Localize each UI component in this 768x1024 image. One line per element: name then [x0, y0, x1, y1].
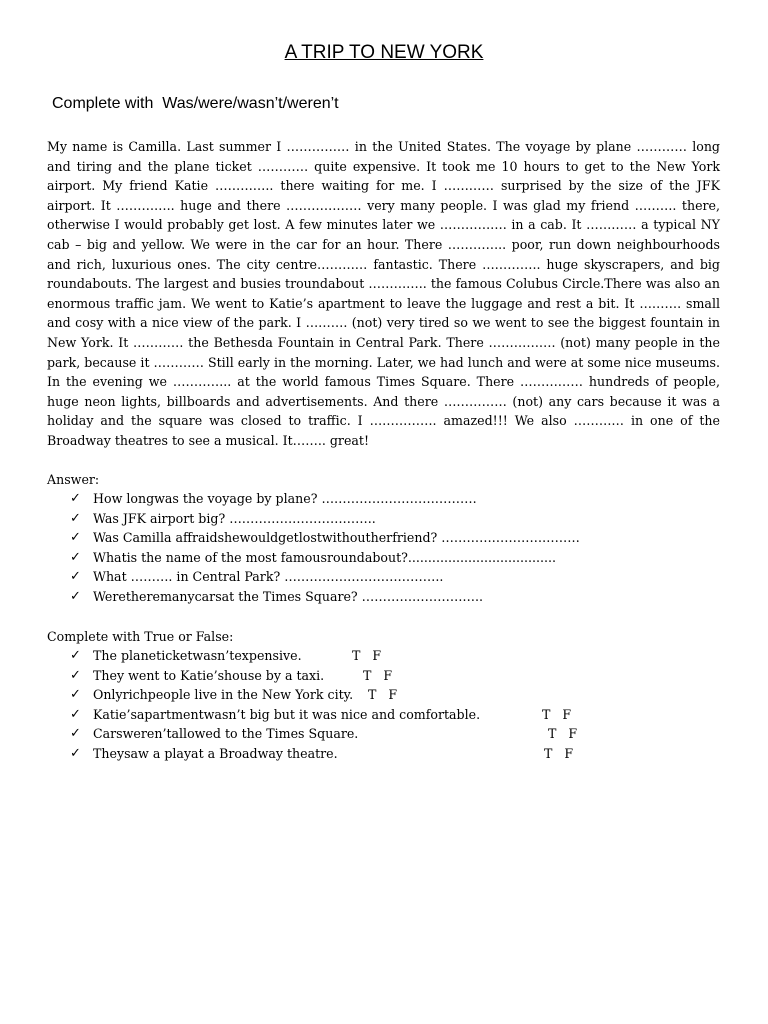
- answer-label: Answer:: [47, 472, 100, 487]
- check-mark-icon: ✓: [70, 648, 81, 663]
- true-false-options: T F: [544, 745, 574, 761]
- answer-question: Weretheremanycarsat the Times Square? ………………………..: [93, 588, 484, 604]
- true-false-options: T F: [368, 687, 398, 703]
- answer-item: [0, 548, 768, 568]
- statement-text: The planeticketwasn’texpensive.: [93, 648, 302, 663]
- check-mark-icon: ✓: [70, 726, 81, 742]
- true-false-item: [0, 705, 768, 725]
- page-title: A TRIP TO NEW YORK: [284, 42, 484, 63]
- check-mark-icon: ✓: [70, 667, 81, 683]
- check-mark-icon: ✓: [70, 530, 81, 546]
- check-mark-icon: ✓: [70, 569, 81, 585]
- true-false-item: [0, 724, 768, 744]
- true-false-options: T F: [363, 667, 393, 683]
- answer-item: [0, 528, 768, 548]
- true-false-item: [0, 744, 768, 764]
- check-mark-icon: ✓: [70, 549, 81, 565]
- true-false-item: [0, 685, 768, 705]
- answer-list: [0, 489, 768, 607]
- check-mark-icon: ✓: [70, 745, 81, 761]
- statement-text: They went to Katie’shouse by a taxi.: [93, 667, 325, 683]
- check-mark-icon: ✓: [70, 588, 81, 604]
- answer-item: [0, 489, 768, 509]
- statement-text: Carsweren’tallowed to the Times Square.: [93, 726, 359, 742]
- true-false-item: [0, 646, 768, 666]
- true-false-label: Complete with True or False:: [47, 629, 234, 644]
- true-false-options: T F: [542, 706, 572, 722]
- true-false-options: T F: [548, 726, 578, 742]
- true-false-options: T F: [352, 648, 382, 663]
- answer-item: [0, 509, 768, 529]
- true-false-list: [0, 646, 768, 764]
- answer-question: Was Camilla affraidshewouldgetlostwithoutherfriend? ……………………………: [93, 530, 580, 546]
- check-mark-icon: ✓: [70, 687, 81, 703]
- answer-question: How longwas the voyage by plane? ……………………………….: [93, 491, 477, 506]
- story-paragraph: My name is Camilla. Last summer I …………… in the United States. The voyage by plane ………… long and tiring and the plane ticket ………… quite expensive. It took me 10 hours to get to the New York airport. My friend Katie ………….. there waiting for me. I ………… surprised by the size of the JFK airport. It ………….. huge and there ……………… very many people. I was glad my friend ………. there, otherwise I would probably get lost. A few minutes later we ……………. in a cab. It ………… a typical NY cab – big and yellow. We were in the car for an hour. There ………….. poor, run down neighbourhoods and rich, luxurious ones. The city centre………… fantastic. There ………….. huge skyscrapers, and big roundabouts. The largest and busies troundabout ………….. the famous Colubus Circle.There was also an enormous traffic jam. We went to Katie’s apartment to leave the luggage and rest a bit. It ………. small and cosy with a nice view of the park. I ………. (not) very tired so we went to see the biggest fountain in New York. It ………… the Bethesda Fountain in Central Park. There ……………. (not) many people in the park, because it ………… Still early in the morning. Later, we had lunch and were at some nice museums. In the evening we ………….. at the world famous Times Square. There …………… hundreds of people, huge neon lights, billboards and advertisements. And there …………… (not) any cars because it was a holiday and the square was closed to traffic. I ……………. amazed!!! We also ………… in one of the Broadway theatres to see a musical. It…….. great!: [47, 139, 720, 448]
- statement-text: Katie’sapartmentwasn’t big but it was nice and comfortable.: [93, 706, 481, 722]
- statement-text: Theysaw a playat a Broadway theatre.: [93, 745, 338, 761]
- check-mark-icon: ✓: [70, 491, 81, 506]
- true-false-item: [0, 666, 768, 686]
- check-mark-icon: ✓: [70, 706, 81, 722]
- answer-question: Was JFK airport big? ……………………………..: [93, 510, 376, 526]
- answer-item: [0, 587, 768, 607]
- instruction-heading: Complete with Was/were/wasn’t/weren’t: [52, 95, 339, 112]
- answer-question: Whatis the name of the most famousroundabout?.....................................: [93, 549, 557, 565]
- answer-item: [0, 567, 768, 587]
- statement-text: Onlyrichpeople live in the New York city.: [93, 687, 354, 703]
- check-mark-icon: ✓: [70, 510, 81, 526]
- answer-question: What ………. in Central Park? ………………………………..: [93, 569, 444, 585]
